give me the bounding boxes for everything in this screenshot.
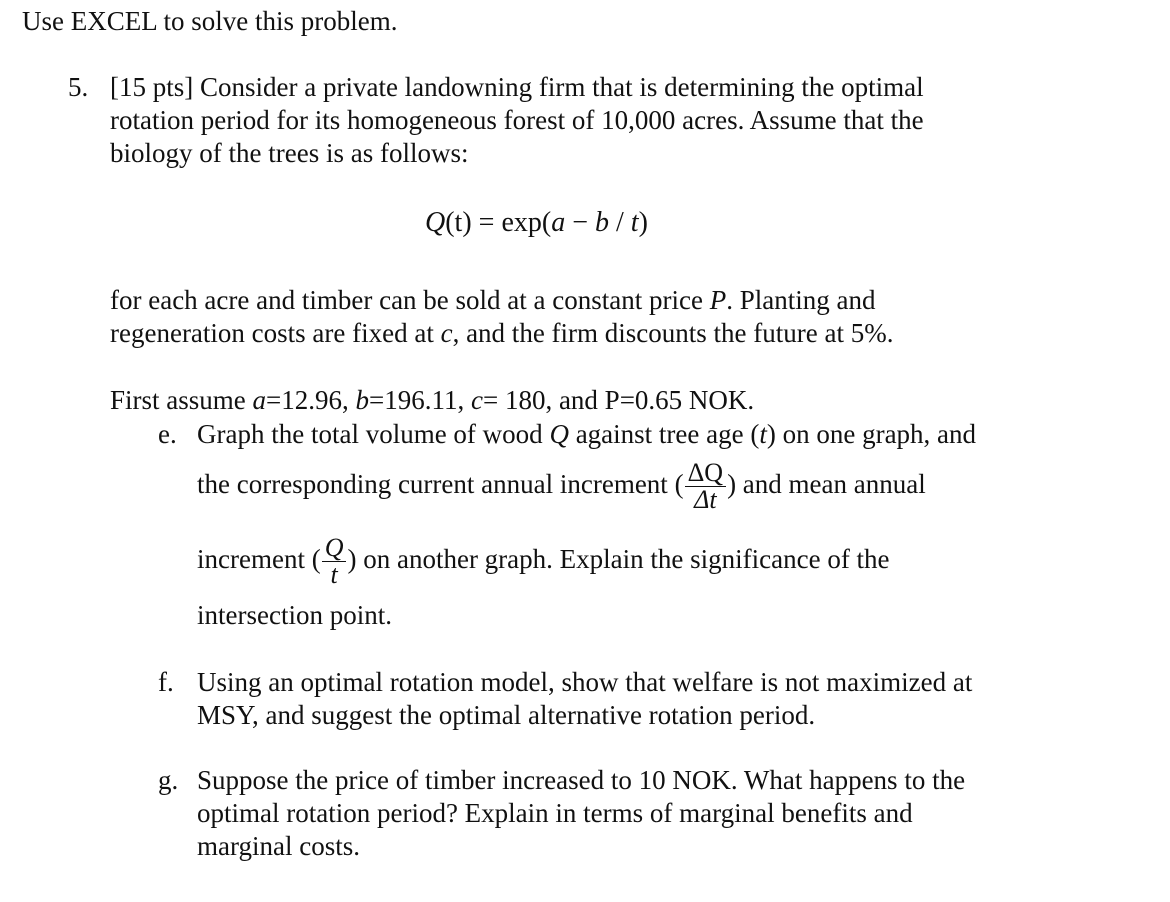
part-f-line-2: MSY, and suggest the optimal alternative rotation period. — [197, 700, 816, 730]
part-g-line-1: Suppose the price of timber increased to 10 NOK. What happens to the — [197, 765, 966, 795]
part-e-label: e. — [158, 419, 177, 449]
part-e-line-1: Graph the total volume of wood Q against tree age (t) on one graph, and — [197, 419, 977, 449]
growth-formula: Q(t) = exp(a − b / t) — [425, 207, 648, 238]
question-line-2: rotation period for its homogeneous forest of 10,000 acres. Assume that the — [110, 105, 924, 135]
part-f-label: f. — [158, 667, 174, 697]
part-g-line-2: optimal rotation period? Explain in terms of marginal benefits and — [197, 798, 913, 828]
part-g-line-3: marginal costs. — [197, 831, 360, 861]
question-line-1: [15 pts] Consider a private landowning firm that is determining the optimal — [110, 72, 924, 102]
price-line: for each acre and timber can be sold at a constant price P. Planting and — [110, 285, 876, 315]
instruction-header: Use EXCEL to solve this problem. — [22, 6, 398, 36]
part-f-line-1: Using an optimal rotation model, show that welfare is not maximized at — [197, 667, 973, 697]
assumptions-line: First assume a=12.96, b=196.11, c= 180, and P=0.65 NOK. — [110, 385, 755, 415]
part-e-line-3: increment ( $\frac{Q}{t}$ ) on another graph. Explain the significance of the — [197, 533, 890, 590]
q-over-t: $\frac{Q}{t}$ — [322, 535, 347, 588]
delta-q-over-delta-t: $\frac{\Delta Q}{\Delta t}$ — [685, 460, 727, 513]
part-e-line-2: the corresponding current annual increment ( $\frac{\Delta Q}{\Delta t}$ ) and mean annual — [197, 458, 926, 515]
cost-line: regeneration costs are fixed at c, and the firm discounts the future at 5%. — [110, 318, 894, 348]
question-number: 5. — [68, 72, 89, 102]
part-g-label: g. — [158, 765, 179, 795]
question-line-3: biology of the trees is as follows: — [110, 138, 469, 168]
part-e-line-4: intersection point. — [197, 600, 392, 630]
